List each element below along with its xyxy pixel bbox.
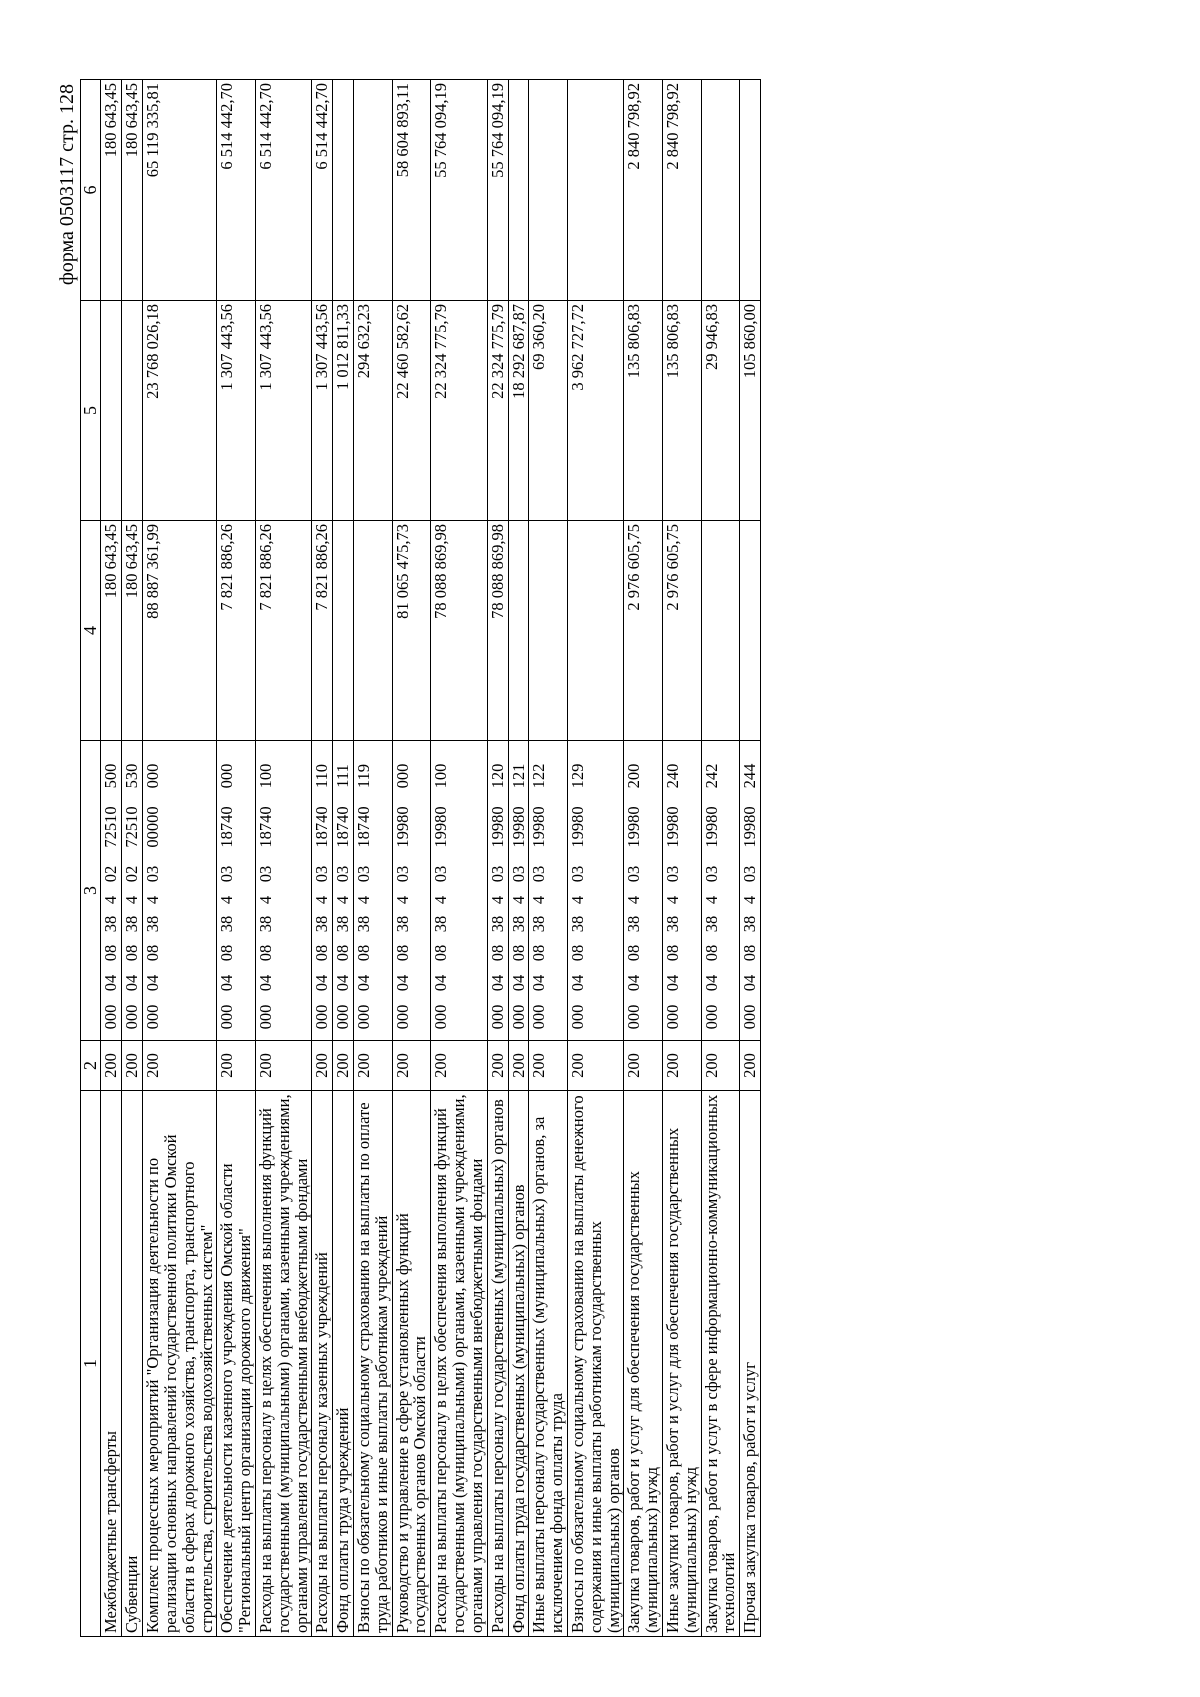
code-segment: 111 [333, 764, 353, 788]
code-segment: 03 [333, 865, 353, 883]
code-segment: 244 [740, 763, 760, 789]
table-row [487, 80, 508, 1637]
code-segment: 100 [255, 763, 275, 789]
code-segment: 000 [354, 1004, 373, 1030]
row-unexecuted-amount: 55 764 094,19 [431, 80, 487, 301]
code-segment: 129 [567, 763, 587, 789]
row-budget-code [255, 741, 311, 1041]
code-segment: 38 [392, 915, 412, 933]
code-segment: 19980 [508, 806, 528, 848]
row-approved-amount: 7 821 886,26 [217, 521, 256, 741]
code-segment: 18740 [217, 806, 237, 848]
row-name: Расходы на выплаты персоналу казенных учреждений [312, 1091, 333, 1637]
row-executed-amount: 1 307 443,56 [255, 301, 311, 521]
table-row [392, 80, 431, 1637]
row-approved-amount [740, 521, 761, 741]
row-name: Фонд оплаты труда учреждений [333, 1091, 354, 1637]
code-segment: 000 [312, 1004, 332, 1030]
code-segment: 04 [143, 974, 163, 992]
row-approved-amount [701, 521, 740, 741]
row-approved-amount [529, 521, 568, 741]
form-label: форма 0503117 стр. 128 [56, 84, 78, 286]
row-approved-amount: 2 976 605,75 [624, 521, 663, 741]
code-segment: 08 [101, 944, 121, 962]
code-segment: 4 [567, 895, 587, 905]
row-executed-amount: 18 292 687,87 [508, 301, 529, 521]
code-segment: 000 [122, 1004, 142, 1030]
row-name: Комплекс процессных мероприятий "Организация деятельности по реализации основных направлений государственной политики Омской области в сферах дорожного хозяйства, транспорта, транспортного строительства, строительства водохозяйственных систем" [143, 1091, 217, 1637]
row-name: Руководство и управление в сфере установленных функций государственных органов Омской области [392, 1091, 431, 1637]
row-executed-amount: 23 768 026,18 [143, 301, 217, 521]
row-approved-amount [354, 521, 393, 741]
code-segment: 03 [663, 865, 682, 883]
table-row [143, 80, 217, 1637]
report-table [80, 79, 761, 1637]
row-approved-amount: 78 088 869,98 [487, 521, 508, 741]
row-line-code: 200 [663, 1041, 702, 1091]
code-segment: 04 [431, 974, 451, 992]
code-segment: 000 [431, 1004, 451, 1030]
row-executed-amount: 29 946,83 [701, 301, 740, 521]
code-segment: 08 [508, 944, 528, 962]
column-number: 2 [81, 1041, 101, 1091]
row-budget-code [333, 741, 354, 1041]
row-unexecuted-amount [333, 80, 354, 301]
code-segment: 38 [487, 915, 507, 933]
row-budget-code [567, 741, 623, 1041]
column-number: 5 [81, 301, 101, 521]
table-row [701, 80, 740, 1637]
row-name: Прочая закупка товаров, работ и услуг [740, 1091, 761, 1637]
code-segment: 18740 [333, 806, 353, 848]
code-segment: 04 [663, 974, 682, 992]
row-unexecuted-amount: 180 643,45 [122, 80, 143, 301]
code-segment: 38 [354, 915, 373, 933]
code-segment: 242 [701, 763, 721, 789]
row-unexecuted-amount [508, 80, 529, 301]
code-segment: 19980 [624, 806, 644, 848]
row-unexecuted-amount: 2 840 798,92 [663, 80, 702, 301]
code-segment: 08 [431, 944, 451, 962]
row-executed-amount: 135 806,83 [624, 301, 663, 521]
code-segment: 03 [255, 865, 275, 883]
code-segment: 4 [122, 895, 142, 905]
code-segment: 38 [624, 915, 644, 933]
row-unexecuted-amount: 180 643,45 [101, 80, 122, 301]
code-segment: 200 [624, 763, 644, 789]
code-segment: 000 [392, 763, 412, 789]
code-segment: 38 [333, 915, 353, 933]
code-segment: 08 [333, 944, 353, 962]
row-budget-code [701, 741, 740, 1041]
code-segment: 000 [255, 1004, 275, 1030]
code-segment: 03 [392, 865, 412, 883]
row-executed-amount: 22 324 775,79 [431, 301, 487, 521]
table-row [663, 80, 702, 1637]
code-segment: 02 [122, 865, 142, 883]
code-segment: 4 [101, 895, 121, 905]
table-row [255, 80, 311, 1637]
code-segment: 18740 [354, 806, 373, 848]
code-segment: 72510 [122, 806, 142, 848]
code-segment: 02 [101, 865, 121, 883]
code-segment: 000 [624, 1004, 644, 1030]
row-unexecuted-amount: 2 840 798,92 [624, 80, 663, 301]
table-row [431, 80, 487, 1637]
code-segment: 4 [624, 895, 644, 905]
row-budget-code [663, 741, 702, 1041]
row-unexecuted-amount: 55 764 094,19 [487, 80, 508, 301]
row-budget-code [508, 741, 529, 1041]
code-segment: 38 [122, 915, 142, 933]
code-segment: 08 [740, 944, 760, 962]
code-segment: 000 [143, 1004, 163, 1030]
code-segment: 08 [354, 944, 373, 962]
code-segment: 19980 [740, 806, 760, 848]
code-segment: 08 [255, 944, 275, 962]
code-segment: 04 [529, 974, 549, 992]
code-segment: 000 [701, 1004, 721, 1030]
column-number: 1 [81, 1091, 101, 1637]
code-segment: 4 [255, 895, 275, 905]
code-segment: 4 [740, 895, 760, 905]
column-number: 4 [81, 521, 101, 741]
code-segment: 03 [701, 865, 721, 883]
code-segment: 04 [255, 974, 275, 992]
row-executed-amount: 3 962 727,72 [567, 301, 623, 521]
row-name: Иные закупки товаров, работ и услуг для обеспечения государственных (муниципальных) нужд [663, 1091, 702, 1637]
code-segment: 08 [122, 944, 142, 962]
table-row [333, 80, 354, 1637]
code-segment: 4 [354, 895, 373, 905]
code-segment: 03 [354, 865, 373, 883]
code-segment: 03 [143, 865, 163, 883]
code-segment: 08 [663, 944, 682, 962]
code-segment: 04 [392, 974, 412, 992]
code-segment: 03 [624, 865, 644, 883]
code-segment: 4 [217, 895, 237, 905]
code-segment: 72510 [101, 806, 121, 848]
code-segment: 38 [255, 915, 275, 933]
row-approved-amount: 7 821 886,26 [255, 521, 311, 741]
code-segment: 03 [740, 865, 760, 883]
code-segment: 4 [508, 895, 528, 905]
code-segment: 00000 [143, 806, 163, 848]
row-unexecuted-amount [354, 80, 393, 301]
row-approved-amount [567, 521, 623, 741]
row-name: Закупка товаров, работ и услуг в сфере информационно-коммуникационных технологий [701, 1091, 740, 1637]
row-executed-amount: 105 860,00 [740, 301, 761, 521]
code-segment: 38 [217, 915, 237, 933]
code-segment: 08 [529, 944, 549, 962]
code-segment: 08 [487, 944, 507, 962]
row-budget-code [740, 741, 761, 1041]
code-segment: 500 [101, 763, 121, 789]
code-segment: 03 [567, 865, 587, 883]
row-line-code: 200 [740, 1041, 761, 1091]
code-segment: 18740 [312, 806, 332, 848]
code-segment: 000 [487, 1004, 507, 1030]
code-segment: 03 [487, 865, 507, 883]
row-name: Межбюджетные трансферты [101, 1091, 122, 1637]
row-budget-code [392, 741, 431, 1041]
code-segment: 120 [487, 763, 507, 789]
code-segment: 04 [333, 974, 353, 992]
row-executed-amount [122, 301, 143, 521]
row-unexecuted-amount: 6 514 442,70 [312, 80, 333, 301]
code-segment: 08 [567, 944, 587, 962]
row-executed-amount: 1 012 811,33 [333, 301, 354, 521]
code-segment: 000 [567, 1004, 587, 1030]
row-line-code: 200 [217, 1041, 256, 1091]
row-name: Иные выплаты персоналу государственных (муниципальных) органов, за исключением фонда оплаты труда [529, 1091, 568, 1637]
code-segment: 38 [101, 915, 121, 933]
code-segment: 19980 [529, 806, 549, 848]
row-approved-amount: 180 643,45 [122, 521, 143, 741]
row-approved-amount: 81 065 475,73 [392, 521, 431, 741]
row-line-code: 200 [392, 1041, 431, 1091]
code-segment: 121 [508, 763, 528, 789]
code-segment: 04 [312, 974, 332, 992]
row-executed-amount: 22 460 582,62 [392, 301, 431, 521]
code-segment: 122 [529, 763, 549, 789]
code-segment: 03 [217, 865, 237, 883]
code-segment: 38 [312, 915, 332, 933]
code-segment: 04 [101, 974, 121, 992]
row-budget-code [431, 741, 487, 1041]
row-approved-amount: 78 088 869,98 [431, 521, 487, 741]
code-segment: 4 [333, 895, 353, 905]
code-segment: 19980 [392, 806, 412, 848]
code-segment: 04 [487, 974, 507, 992]
row-unexecuted-amount [529, 80, 568, 301]
row-line-code: 200 [508, 1041, 529, 1091]
code-segment: 000 [740, 1004, 760, 1030]
row-executed-amount: 22 324 775,79 [487, 301, 508, 521]
row-name: Обеспечение деятельности казенного учреждения Омской области "Региональный центр организации дорожного движения" [217, 1091, 256, 1637]
code-segment: 4 [143, 895, 163, 905]
code-segment: 000 [663, 1004, 682, 1030]
row-unexecuted-amount [740, 80, 761, 301]
code-segment: 4 [487, 895, 507, 905]
row-budget-code [122, 741, 143, 1041]
code-segment: 19980 [701, 806, 721, 848]
code-segment: 000 [508, 1004, 528, 1030]
code-segment: 04 [354, 974, 373, 992]
row-line-code: 200 [487, 1041, 508, 1091]
code-segment: 4 [701, 895, 721, 905]
code-segment: 100 [431, 763, 451, 789]
row-line-code: 200 [122, 1041, 143, 1091]
row-line-code: 200 [701, 1041, 740, 1091]
table-row [740, 80, 761, 1637]
row-approved-amount: 180 643,45 [101, 521, 122, 741]
row-unexecuted-amount: 6 514 442,70 [255, 80, 311, 301]
row-line-code: 200 [567, 1041, 623, 1091]
code-segment: 08 [143, 944, 163, 962]
row-name: Расходы на выплаты персоналу государственных (муниципальных) органов [487, 1091, 508, 1637]
code-segment: 03 [529, 865, 549, 883]
row-line-code: 200 [101, 1041, 122, 1091]
code-segment: 04 [567, 974, 587, 992]
row-unexecuted-amount: 6 514 442,70 [217, 80, 256, 301]
code-segment: 18740 [255, 806, 275, 848]
code-segment: 08 [217, 944, 237, 962]
code-segment: 000 [333, 1004, 353, 1030]
column-number-row [81, 80, 101, 1637]
row-unexecuted-amount [567, 80, 623, 301]
code-segment: 000 [529, 1004, 549, 1030]
code-segment: 03 [508, 865, 528, 883]
row-executed-amount: 69 360,20 [529, 301, 568, 521]
row-name: Взносы по обязательному социальному страхованию на выплаты денежного содержания и иные выплаты работникам государственных (муниципальных) органов [567, 1091, 623, 1637]
row-unexecuted-amount: 65 119 335,81 [143, 80, 217, 301]
code-segment: 000 [217, 1004, 237, 1030]
code-segment: 19980 [487, 806, 507, 848]
row-executed-amount: 1 307 443,56 [312, 301, 333, 521]
row-line-code: 200 [624, 1041, 663, 1091]
row-line-code: 200 [333, 1041, 354, 1091]
code-segment: 4 [431, 895, 451, 905]
row-unexecuted-amount: 58 604 893,11 [392, 80, 431, 301]
code-segment: 08 [392, 944, 412, 962]
code-segment: 04 [217, 974, 237, 992]
table-row [217, 80, 256, 1637]
code-segment: 04 [122, 974, 142, 992]
row-budget-code [624, 741, 663, 1041]
code-segment: 19980 [663, 806, 682, 848]
code-segment: 4 [392, 895, 412, 905]
row-approved-amount [508, 521, 529, 741]
row-budget-code [354, 741, 393, 1041]
row-budget-code [217, 741, 256, 1041]
row-line-code: 200 [143, 1041, 217, 1091]
column-number: 3 [81, 741, 101, 1041]
row-name: Закупка товаров, работ и услуг для обеспечения государственных (муниципальных) нужд [624, 1091, 663, 1637]
code-segment: 38 [143, 915, 163, 933]
code-segment: 38 [663, 915, 682, 933]
code-segment: 000 [217, 763, 237, 789]
row-executed-amount: 135 806,83 [663, 301, 702, 521]
code-segment: 38 [431, 915, 451, 933]
row-budget-code [312, 741, 333, 1041]
code-segment: 19980 [431, 806, 451, 848]
row-line-code: 200 [529, 1041, 568, 1091]
code-segment: 4 [312, 895, 332, 905]
table-row [312, 80, 333, 1637]
row-executed-amount: 1 307 443,56 [217, 301, 256, 521]
code-segment: 08 [624, 944, 644, 962]
code-segment: 08 [701, 944, 721, 962]
row-budget-code [487, 741, 508, 1041]
code-segment: 119 [354, 763, 373, 789]
row-budget-code [529, 741, 568, 1041]
code-segment: 04 [508, 974, 528, 992]
code-segment: 38 [740, 915, 760, 933]
row-budget-code [143, 741, 217, 1041]
code-segment: 110 [312, 763, 332, 789]
row-approved-amount [333, 521, 354, 741]
table-row [508, 80, 529, 1637]
row-line-code: 200 [431, 1041, 487, 1091]
code-segment: 38 [529, 915, 549, 933]
code-segment: 03 [312, 865, 332, 883]
table-row [101, 80, 122, 1637]
code-segment: 08 [312, 944, 332, 962]
code-segment: 530 [122, 763, 142, 789]
table-row [567, 80, 623, 1637]
code-segment: 000 [101, 1004, 121, 1030]
row-name: Фонд оплаты труда государственных (муниципальных) органов [508, 1091, 529, 1637]
table-row [354, 80, 393, 1637]
row-executed-amount: 294 632,23 [354, 301, 393, 521]
row-budget-code [101, 741, 122, 1041]
code-segment: 4 [529, 895, 549, 905]
code-segment: 38 [701, 915, 721, 933]
column-number: 6 [81, 80, 101, 301]
code-segment: 000 [143, 763, 163, 789]
row-name: Субвенции [122, 1091, 143, 1637]
table-row [122, 80, 143, 1637]
code-segment: 04 [740, 974, 760, 992]
row-executed-amount [101, 301, 122, 521]
code-segment: 38 [567, 915, 587, 933]
row-name: Взносы по обязательному социальному страхованию на выплаты по оплате труда работников и иные выплаты работникам учреждений [354, 1091, 393, 1637]
row-name: Расходы на выплаты персоналу в целях обеспечения выполнения функций государственными (муниципальными) органами, казенными учреждениями, органами управления государственными внебюджетными фондами [255, 1091, 311, 1637]
row-line-code: 200 [354, 1041, 393, 1091]
row-unexecuted-amount [701, 80, 740, 301]
code-segment: 4 [663, 895, 682, 905]
code-segment: 240 [663, 763, 682, 789]
row-approved-amount: 88 887 361,99 [143, 521, 217, 741]
row-name: Расходы на выплаты персоналу в целях обеспечения выполнения функций государственными (муниципальными) органами, казенными учреждениями, органами управления государственными внебюджетными фондами [431, 1091, 487, 1637]
row-approved-amount: 2 976 605,75 [663, 521, 702, 741]
code-segment: 04 [624, 974, 644, 992]
table-row [624, 80, 663, 1637]
table-row [529, 80, 568, 1637]
row-line-code: 200 [255, 1041, 311, 1091]
code-segment: 38 [508, 915, 528, 933]
code-segment: 000 [392, 1004, 412, 1030]
code-segment: 03 [431, 865, 451, 883]
code-segment: 04 [701, 974, 721, 992]
code-segment: 19980 [567, 806, 587, 848]
row-line-code: 200 [312, 1041, 333, 1091]
row-approved-amount: 7 821 886,26 [312, 521, 333, 741]
